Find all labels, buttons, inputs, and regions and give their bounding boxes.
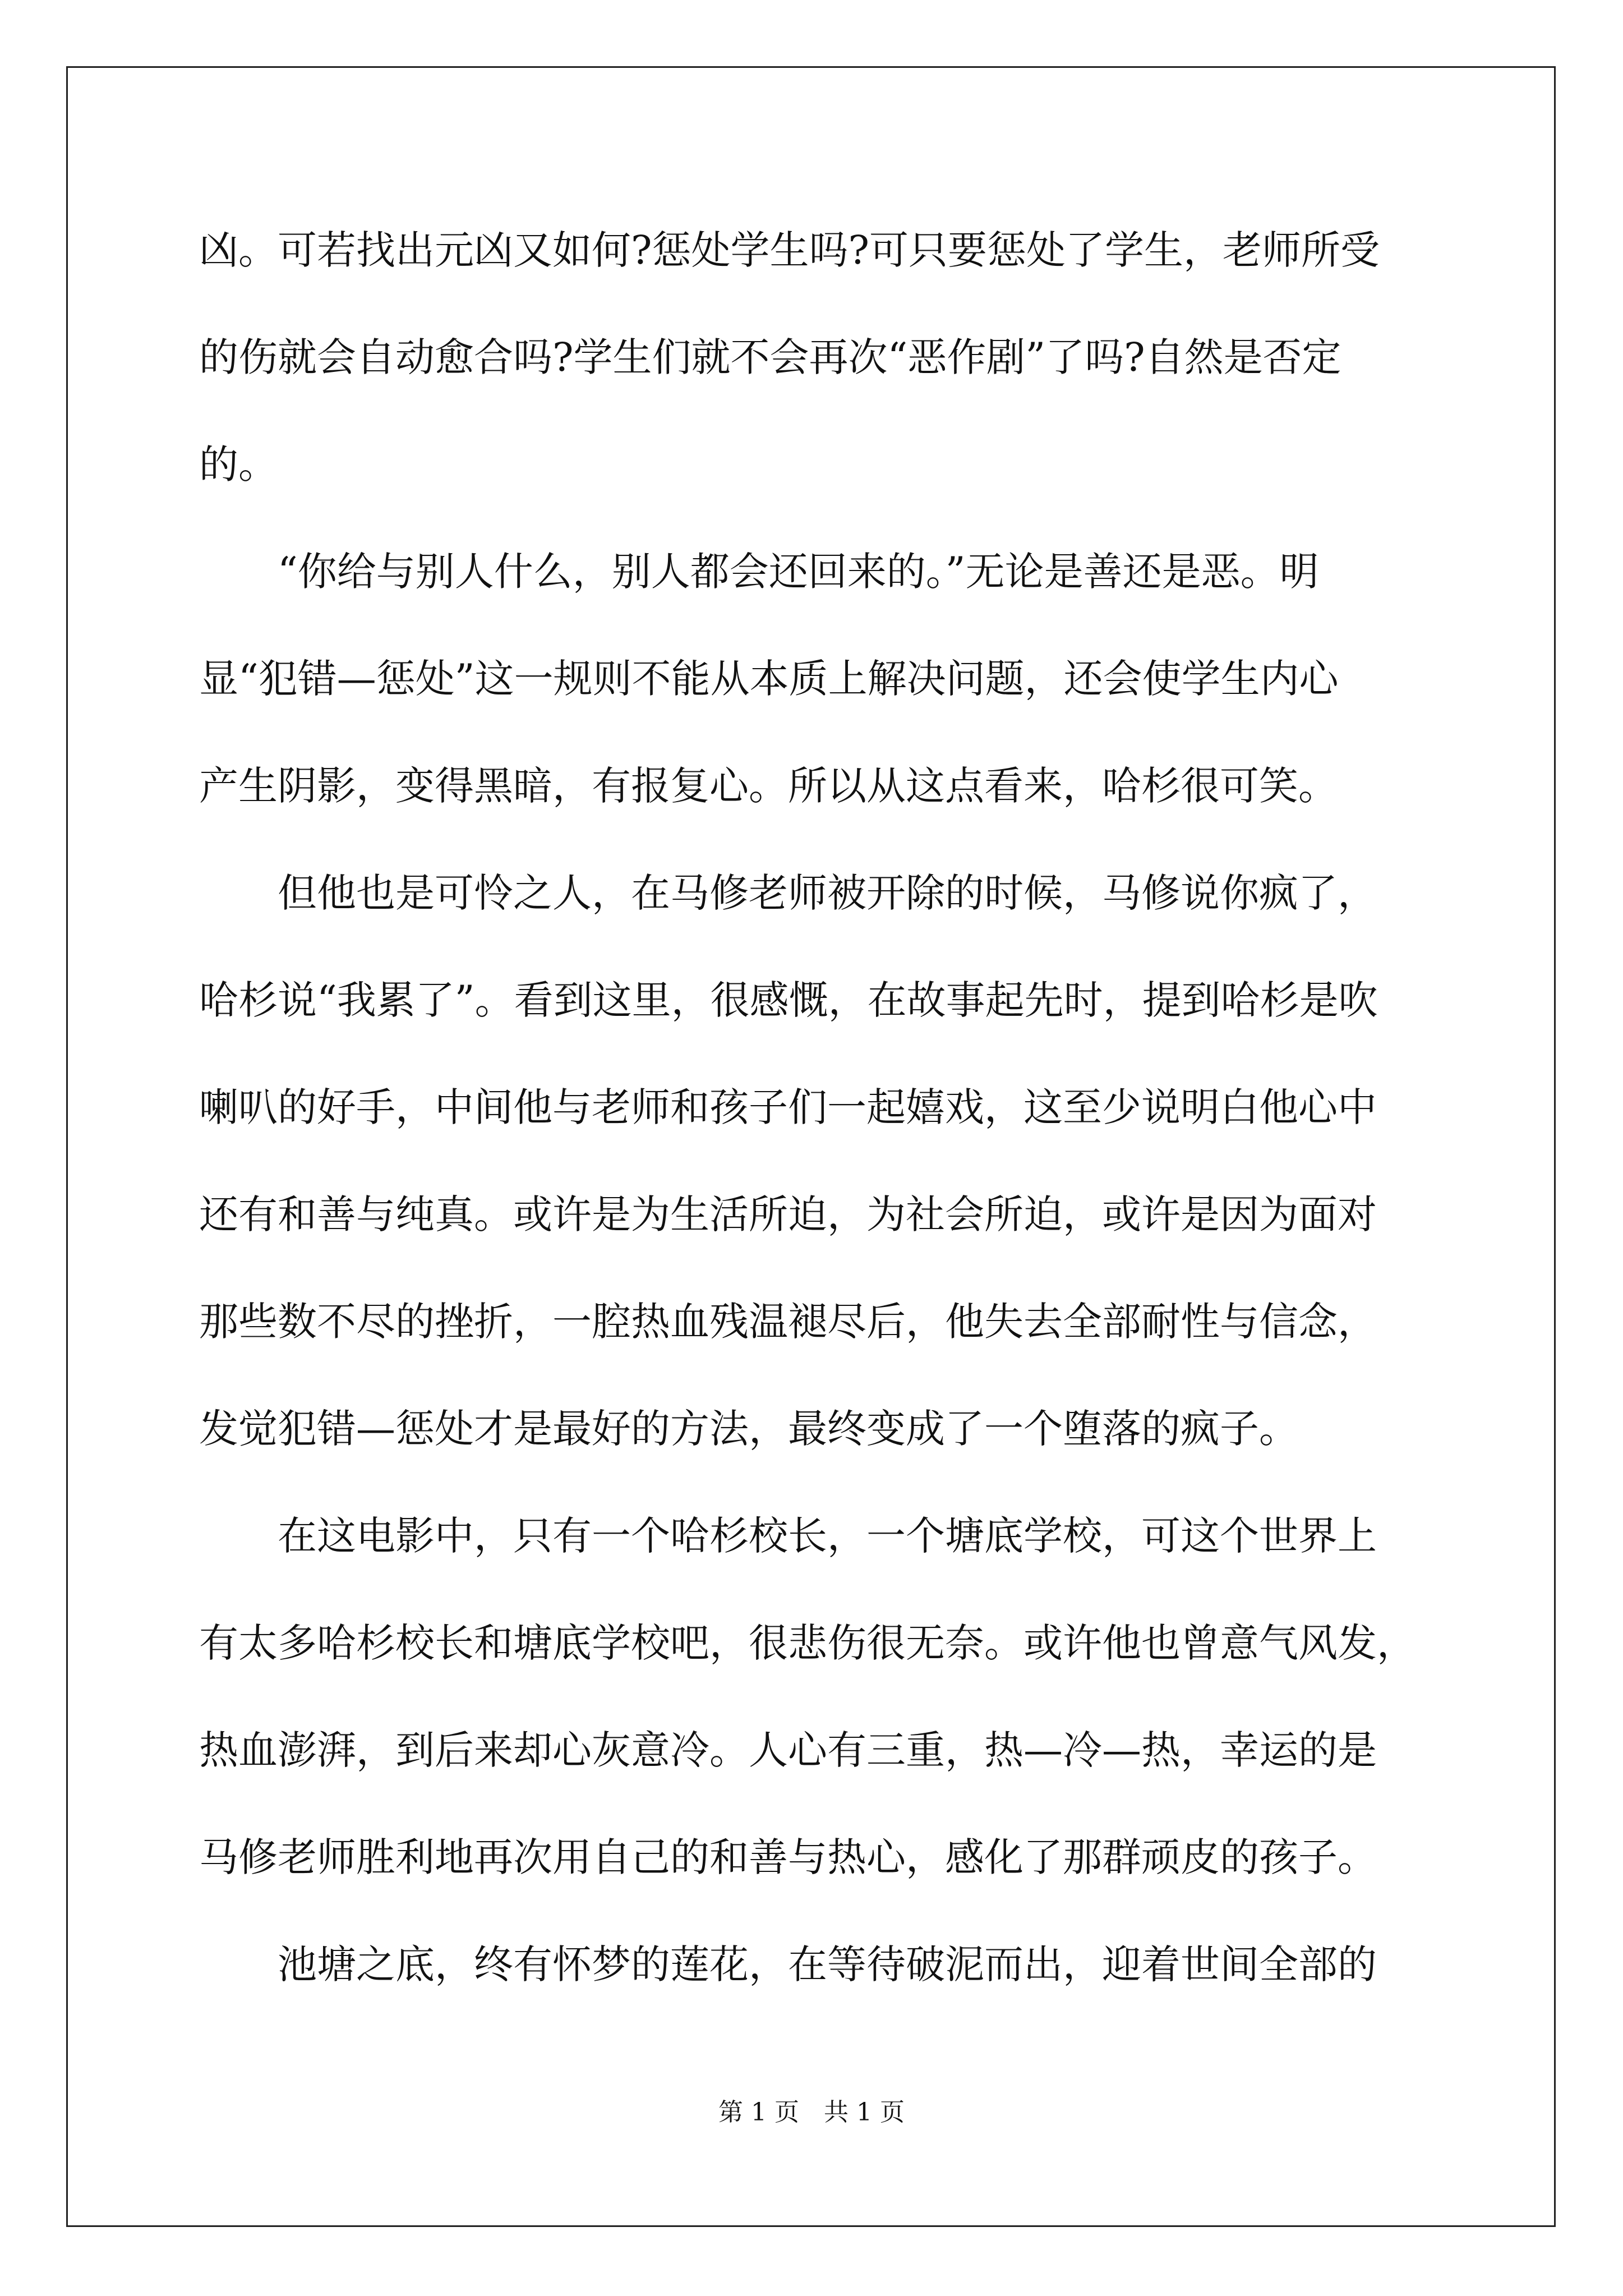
page-number-label: 第 1 页 共 1 页 [718,2098,905,2127]
text-line: 显“犯错—惩处”这一规则不能从本质上解决问题，还会使学生内心 [199,656,1339,702]
text-line: 哈杉说“我累了”。看到这里，很感慨，在故事起先时，提到哈杉是吹 [199,977,1378,1023]
text-line: 的伤就会自动愈合吗?学生们就不会再次“恶作剧”了吗?自然是否定 [199,334,1341,380]
text-line: 那些数不尽的挫折，一腔热血残温褪尽后，他失去全部耐性与信念， [199,1299,1377,1345]
text-line: 在这电影中，只有一个哈杉校长，一个塘底学校，可这个世界上 [199,1513,1377,1559]
page-footer [0,2097,1623,2128]
text-line: 但他也是可怜之人，在马修老师被开除的时候，马修说你疯了， [199,870,1377,916]
text-line: 还有和善与纯真。或许是为生活所迫，为社会所迫，或许是因为面对 [199,1191,1377,1237]
text-line: 有太多哈杉校长和塘底学校吧，很悲伤很无奈。或许他也曾意气风发， [199,1620,1416,1666]
text-line: 喇叭的好手，中间他与老师和孩子们一起嬉戏，这至少说明白他心中 [199,1084,1377,1130]
text-line: 热血澎湃，到后来却心灰意冷。人心有三重，热—冷—热，幸运的是 [199,1727,1377,1773]
text-line: 凶。可若找出元凶又如何?惩处学生吗?可只要惩处了学生，老师所受 [199,227,1380,273]
text-line: 的。 [199,441,278,487]
text-line: 马修老师胜利地再次用自己的和善与热心，感化了那群顽皮的孩子。 [199,1834,1377,1880]
text-line: 发觉犯错—惩处才是最好的方法，最终变成了一个堕落的疯子。 [199,1406,1298,1452]
text-line: 池塘之底，终有怀梦的莲花，在等待破泥而出，迎着世间全部的 [199,1941,1377,1987]
text-line: “你给与别人什么，别人都会还回来的。”无论是善还是恶。明 [199,549,1319,595]
text-line: 产生阴影，变得黑暗，有报复心。所以从这点看来，哈杉很可笑。 [199,763,1338,809]
document-body [199,224,1427,2046]
